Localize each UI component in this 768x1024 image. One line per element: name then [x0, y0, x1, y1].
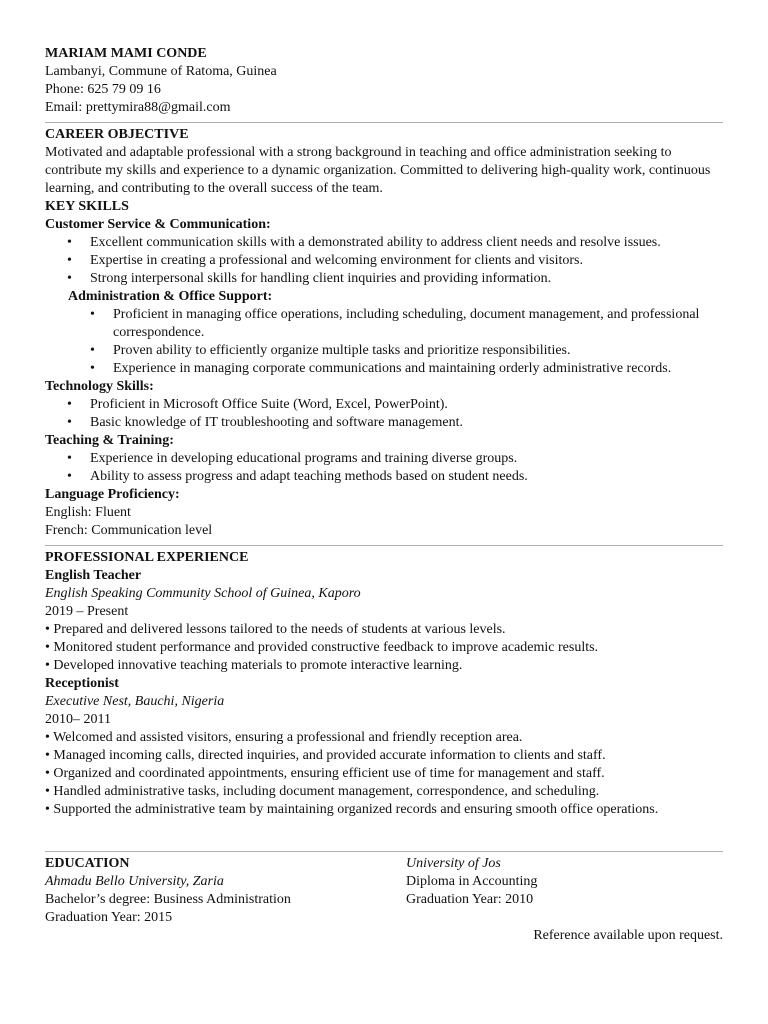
section-heading: KEY SKILLS	[45, 199, 129, 214]
education-section	[45, 855, 723, 927]
list-item: • Proficient in managing office operations, including scheduling, document management, and professional correspondence.	[45, 306, 723, 342]
job-organization: English Speaking Community School of Guinea, Kaporo	[45, 586, 361, 601]
skill-group-title: Technology Skills:	[45, 379, 154, 394]
job-bullet: • Monitored student performance and provided constructive feedback to improve academic results.	[45, 640, 599, 655]
list-item: • Ability to assess progress and adapt teaching methods based on student needs.	[45, 468, 723, 486]
address: Lambanyi, Commune of Ratoma, Guinea	[45, 64, 277, 79]
job-bullet: • Organized and coordinated appointments, ensuring efficient use of time for management and staff.	[45, 766, 605, 781]
job-bullet: • Handled administrative tasks, including document management, correspondence, and scheduling.	[45, 784, 600, 799]
list-item: • Strong interpersonal skills for handling client inquiries and providing information.	[45, 270, 723, 288]
reference-note: Reference available upon request.	[533, 928, 723, 943]
job-entry	[45, 567, 723, 675]
section-divider	[45, 545, 723, 546]
section-heading: EDUCATION	[45, 856, 130, 871]
job-bullet: • Prepared and delivered lessons tailored to the needs of students at various levels.	[45, 622, 506, 637]
objective-text: Motivated and adaptable professional with a strong background in teaching and office administration seeking to contribute my skills and experience to a dynamic organization. Committed to delivering high-quality work, continuous learning, and contributing to the overall success of the team.	[45, 145, 711, 196]
list-item: • Expertise in creating a professional and welcoming environment for clients and visitors.	[45, 252, 723, 270]
list-item: • Excellent communication skills with a demonstrated ability to address client needs and resolve issues.	[45, 234, 723, 252]
job-title: English Teacher	[45, 568, 142, 583]
section-heading: PROFESSIONAL EXPERIENCE	[45, 550, 249, 565]
school-name: Ahmadu Bello University, Zaria	[45, 874, 224, 889]
job-organization: Executive Nest, Bauchi, Nigeria	[45, 694, 225, 709]
key-skills-section	[45, 198, 723, 540]
skill-list	[45, 396, 723, 432]
section-divider	[45, 122, 723, 123]
education-right-column	[406, 855, 723, 927]
language-french: French: Communication level	[45, 523, 213, 538]
list-item: • Proficient in Microsoft Office Suite (Word, Excel, PowerPoint).	[45, 396, 723, 414]
section-divider	[45, 851, 723, 852]
job-bullet: • Supported the administrative team by maintaining organized records and ensuring smooth office operations.	[45, 802, 659, 817]
school-name: University of Jos	[406, 856, 501, 871]
skill-list	[45, 234, 723, 288]
candidate-name: MARIAM MAMI CONDE	[45, 46, 207, 61]
phone: Phone: 625 79 09 16	[45, 82, 161, 97]
list-item: • Experience in developing educational programs and training diverse groups.	[45, 450, 723, 468]
job-dates: 2010– 2011	[45, 712, 111, 727]
skill-group-title: Language Proficiency:	[45, 487, 180, 502]
degree: Bachelor’s degree: Business Administration	[45, 892, 291, 907]
skill-list	[45, 306, 723, 378]
email: Email: prettymira88@gmail.com	[45, 100, 231, 115]
skill-group-title: Customer Service & Communication:	[45, 217, 271, 232]
list-item: • Basic knowledge of IT troubleshooting and software management.	[45, 414, 723, 432]
list-item: • Proven ability to efficiently organize multiple tasks and prioritize responsibilities.	[45, 342, 723, 360]
language-english: English: Fluent	[45, 505, 131, 520]
section-heading: CAREER OBJECTIVE	[45, 127, 189, 142]
skill-group-title: Teaching & Training:	[45, 433, 174, 448]
graduation-year: Graduation Year: 2015	[45, 910, 173, 925]
job-title: Receptionist	[45, 676, 119, 691]
graduation-year: Graduation Year: 2010	[406, 892, 534, 907]
degree: Diploma in Accounting	[406, 874, 538, 889]
skill-group-title: Administration & Office Support:	[68, 289, 273, 304]
list-item: • Experience in managing corporate communications and maintaining orderly administrative records.	[45, 360, 723, 378]
skill-list	[45, 450, 723, 486]
education-left-column	[45, 855, 406, 927]
job-dates: 2019 – Present	[45, 604, 129, 619]
contact-header	[45, 45, 723, 117]
experience-section	[45, 549, 723, 819]
job-bullet: • Welcomed and assisted visitors, ensuring a professional and friendly reception area.	[45, 730, 523, 745]
resume-page	[45, 45, 723, 945]
career-objective-section	[45, 126, 723, 198]
job-bullet: • Developed innovative teaching materials to promote interactive learning.	[45, 658, 463, 673]
job-entry	[45, 675, 723, 819]
job-bullet: • Managed incoming calls, directed inquiries, and provided accurate information to clients and staff.	[45, 748, 606, 763]
